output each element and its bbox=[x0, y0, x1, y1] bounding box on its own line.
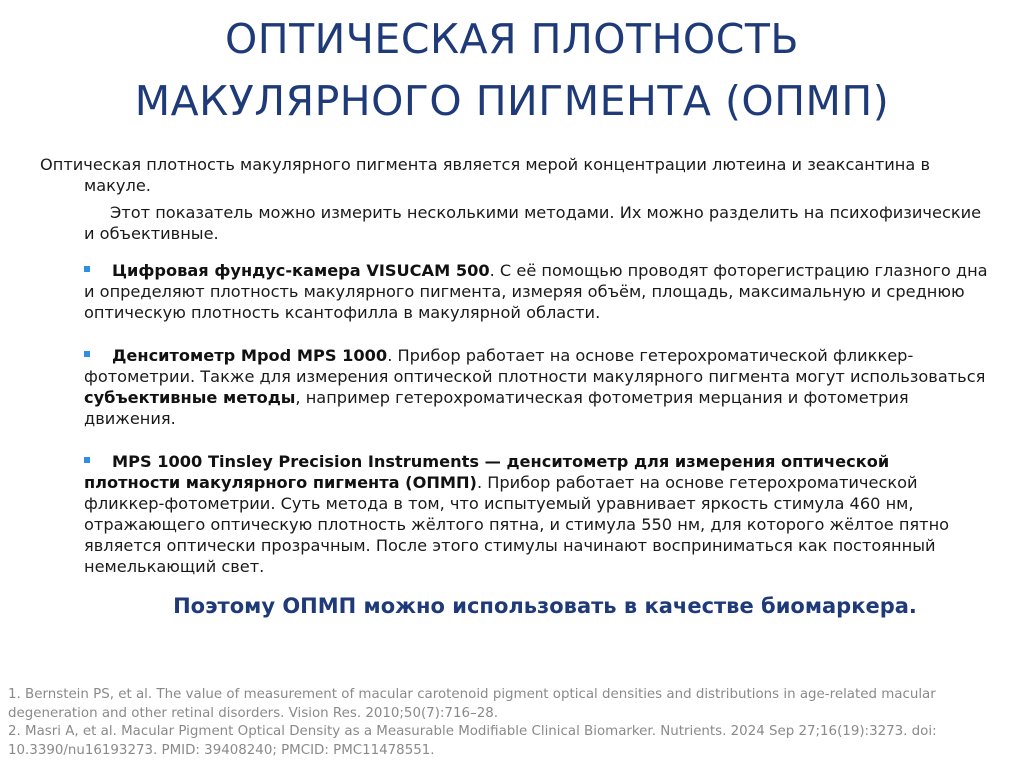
square-bullet-icon bbox=[84, 457, 90, 463]
conclusion-statement: Поэтому ОПМП можно использовать в качестве биомаркера. bbox=[173, 594, 917, 618]
subjective-methods-bold: субъективные методы bbox=[84, 388, 296, 407]
methods-paragraph: Этот показатель можно измерить несколькими методами. Их можно разделить на психофизические и объективные. bbox=[84, 203, 982, 243]
title-line-2: МАКУЛЯРНОГО ПИГМЕНТА (ОПМП) bbox=[134, 77, 890, 125]
device-description: . Прибор работает на основе гетерохроматической фликкер-фотометрии. Суть метода в том, что испытуемый уравнивает яркость стимула 460 нм, отражающего оптическую плотность жёлтого пятна, и стимула 550 нм, для которого жёлтое пятно является оптически прозрачным. После этого стимулы начинают восприниматься как постоянный немелькающий свет. bbox=[84, 473, 950, 576]
list-item-tinsley bbox=[84, 451, 990, 577]
intro-paragraph bbox=[40, 154, 990, 196]
reference-line: 2. Masri A, et al. Macular Pigment Optical Density as a Measurable Modifiable Clinical Biomarker. Nutrients. 2024 Sep 27;16(19):3273. doi: bbox=[8, 724, 937, 739]
slide-body bbox=[40, 154, 990, 577]
device-description: . Прибор работает на основе гетерохроматической фликкер-фотометрии. Также для измерения оптической плотности макулярного пигмента могут использоваться bbox=[84, 346, 986, 386]
device-description-tail: , например гетерохроматическая фотометрия мерцания и фотометрия движения. bbox=[84, 388, 909, 428]
title-line-1: ОПТИЧЕСКАЯ ПЛОТНОСТЬ bbox=[224, 15, 799, 63]
device-name-bold: MPS 1000 Tinsley Precision Instruments — денситометр для измерения оптической плотности макулярного пигмента (ОПМП) bbox=[84, 452, 890, 492]
intro-line-2: макуле. bbox=[84, 176, 151, 195]
list-item-text bbox=[84, 451, 990, 577]
intro-line-1: Оптическая плотность макулярного пигмента является мерой концентрации лютеина и зеаксантина в bbox=[40, 155, 930, 174]
slide-title bbox=[0, 8, 1024, 132]
device-name-bold: Денситометр Mpod MPS 1000 bbox=[112, 346, 388, 365]
reference-line: 1. Bernstein PS, et al. The value of measurement of macular carotenoid pigment optical densities and distributions in age-related macular bbox=[8, 687, 936, 702]
list-item-text bbox=[84, 260, 990, 323]
device-name-bold: Цифровая фундус-камера VISUCAM 500 bbox=[112, 261, 490, 280]
list-item-visucam bbox=[84, 260, 990, 323]
list-item-text bbox=[84, 345, 990, 429]
reference-line: 10.3390/nu16193273. PMID: 39408240; PMCID: PMC11478551. bbox=[8, 742, 435, 758]
list-item-mpod bbox=[84, 345, 990, 429]
square-bullet-icon bbox=[84, 266, 90, 272]
reference-line: degeneration and other retinal disorders. Vision Res. 2010;50(7):716–28. bbox=[8, 705, 498, 721]
device-description: . С её помощью проводят фоторегистрацию глазного дна и определяют плотность макулярного пигмента, измеряя объём, площадь, максимальную и среднюю оптическую плотность ксантофилла в макулярной области. bbox=[84, 261, 988, 322]
references bbox=[8, 686, 1008, 760]
square-bullet-icon bbox=[84, 351, 90, 357]
